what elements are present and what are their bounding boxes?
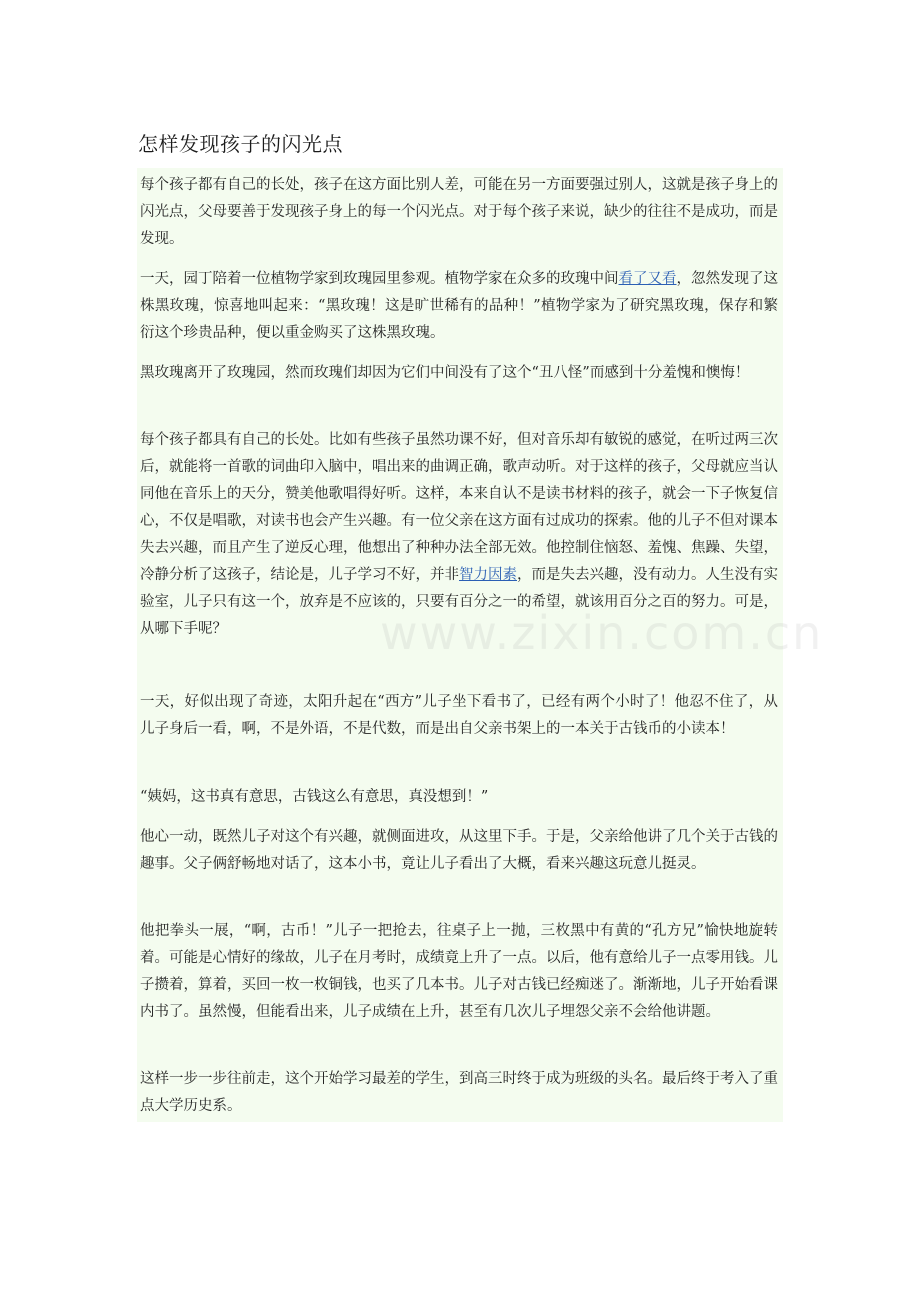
link-kan-le-you-kan[interactable]: 看了又看 — [618, 271, 677, 287]
paragraph-strengths — [140, 427, 778, 643]
paragraph-text: 每个孩子都具有自己的长处。比如有些孩子虽然功课不好，但对音乐却有敏锐的感觉，在听过两三次后，就能将一首歌的词曲印入脑中，唱出来的曲调正确，歌声动听。对于这样的孩子，父母就应当认同他在音乐上的天分，赞美他歌唱得好听。这样，本来自认不是读书材料的孩子，就会一下子恢复信心，不仅是唱歌，对读书也会产生兴趣。有一位父亲在这方面有过成功的探索。他的儿子不但对课本失去兴趣，而且产生了逆反心理，他想出了种种办法全部无效。他控制住恼怒、羞愧、焦躁、失望，冷静分析了这孩子，结论是，儿子学习不好，并非 — [140, 432, 778, 583]
paragraph-quote: “姨妈，这书真有意思，古钱这么有意思，真没想到！” — [140, 789, 489, 805]
paragraph-miracle: 一天，好似出现了奇迹，太阳升起在“西方”儿子坐下看书了，已经有两个小时了！他忍不住了，从儿子身后一看，啊，不是外语，不是代数，而是出自父亲书架上的一本关于古钱币的小读本！ — [140, 694, 778, 737]
article-title: 怎样发现孩子的闪光点 — [138, 132, 343, 156]
paragraph-coins: 他把拳头一展，“啊，古币！”儿子一把抢去，往桌子上一抛，三枚黑中有黄的“孔方兄”愉快地旋转着。可能是心情好的缘故，儿子在月考时，成绩竟上升了一点。以后，他有意给儿子一点零用钱。儿子攒着，算着，买回一枚一枚铜钱，也买了几本书。儿子对古钱已经痴迷了。渐渐地，儿子开始看课内书了。虽然慢，但能看出来，儿子成绩在上升，甚至有几次儿子埋怨父亲不会给他讲题。 — [140, 923, 778, 1020]
paragraph-conclusion: 这样一步一步往前走，这个开始学习最差的学生，到高三时终于成为班级的头名。最后终于考入了重点大学历史系。 — [140, 1071, 778, 1114]
paragraph-text: ，忽然发现了这株黑玫瑰，惊喜地叫起来：“黑玫瑰！这是旷世稀有的品种！”植物学家为了研究黑玫瑰，保存和繁衍这个珍贵品种，便以重金购买了这株黑玫瑰。 — [140, 271, 778, 341]
link-zhi-li-yin-su[interactable]: 智力因素 — [459, 567, 517, 583]
article-body — [137, 168, 783, 1122]
paragraph-black-rose — [140, 266, 778, 347]
paragraph-intro: 每个孩子都有自己的长处，孩子在这方面比别人差，可能在另一方面要强过别人，这就是孩子身上的闪光点，父母要善于发现孩子身上的每一个闪光点。对于每个孩子来说，缺少的往往不是成功，而是发现。 — [140, 177, 778, 247]
paragraph-roses-regret: 黑玫瑰离开了玫瑰园，然而玫瑰们却因为它们中间没有了这个“丑八怪”而感到十分羞愧和懊悔！ — [140, 365, 750, 381]
paragraph-text: 一天，园丁陪着一位植物学家到玫瑰园里参观。植物学家在众多的玫瑰中间 — [140, 271, 619, 287]
paragraph-father-talks: 他心一动，既然儿子对这个有兴趣，就侧面进攻，从这里下手。于是，父亲给他讲了几个关于古钱的趣事。父子俩舒畅地对话了，这本小书，竟让儿子看出了大概，看来兴趣这玩意儿挺灵。 — [140, 829, 778, 872]
paragraph-text: ，而是失去兴趣，没有动力。人生没有实验室，儿子只有这一个，放弃是不应该的，只要有百分之一的希望，就该用百分之百的努力。可是，从哪下手呢？ — [140, 567, 778, 637]
